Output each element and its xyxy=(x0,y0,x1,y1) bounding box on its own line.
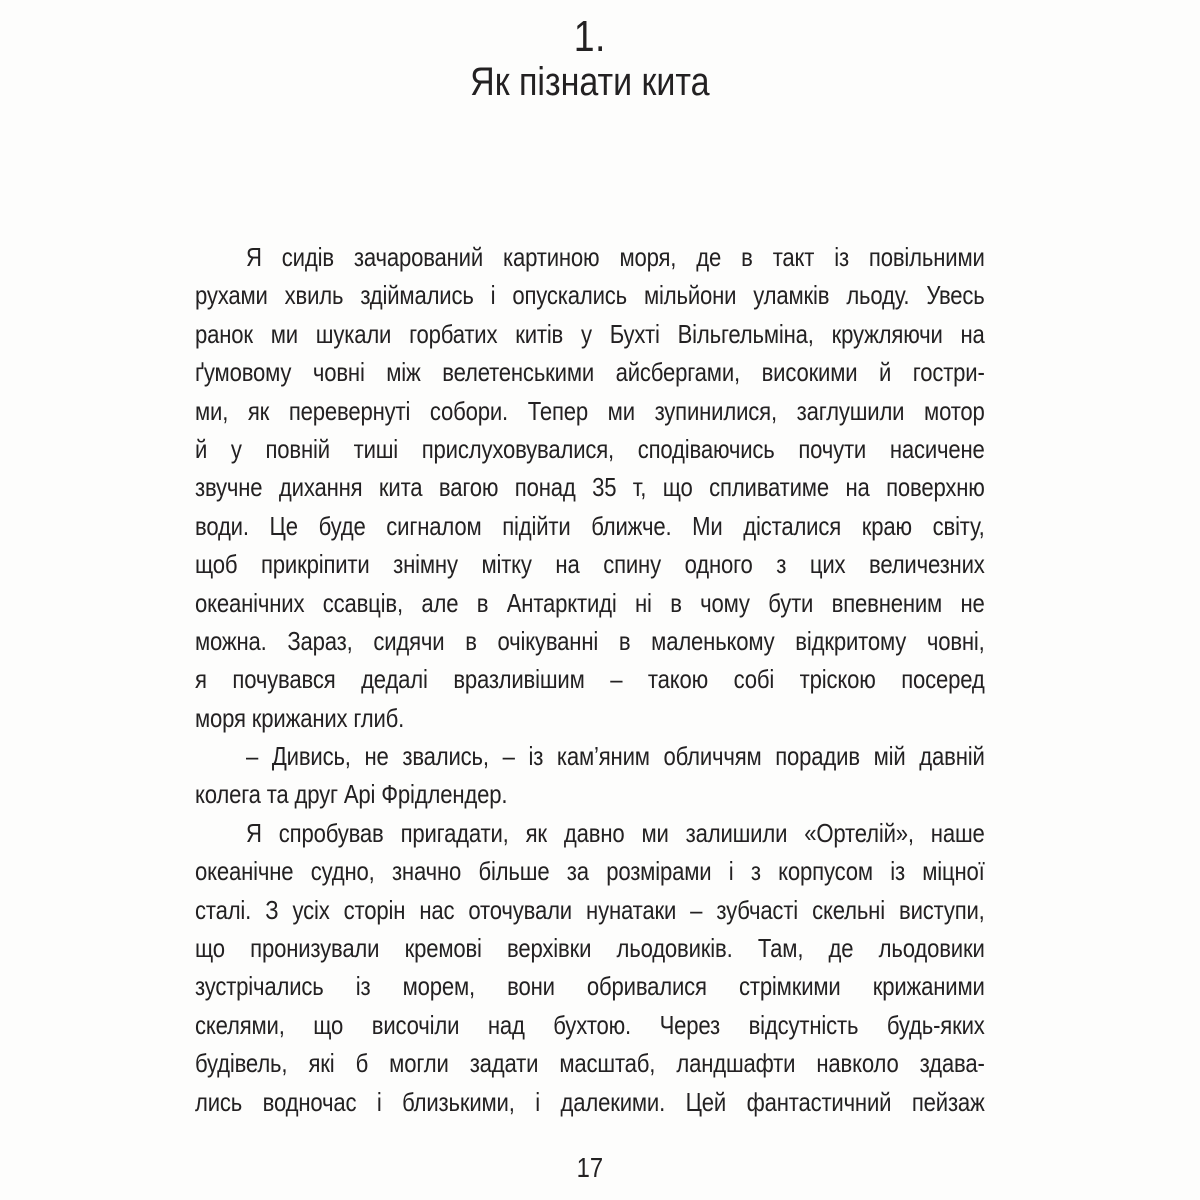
text-line: Я спробував пригадати, як давно ми залишили «Ортелій», наше xyxy=(246,817,985,848)
chapter-heading xyxy=(195,0,985,104)
text-line: ми, як перевернуті собори. Тепер ми зупинилися, заглушили мотор xyxy=(195,395,985,426)
chapter-title: Як пізнати кита xyxy=(470,60,710,104)
text-line: моря крижаних глиб. xyxy=(195,702,405,733)
body-text xyxy=(195,238,985,1121)
text-line: ґумовому човні між велетенськими айсбергами, високими й гостри- xyxy=(195,357,985,388)
chapter-number: 1. xyxy=(573,12,606,61)
text-line: щоб прикріпити знімну мітку на спину одного з цих величезних xyxy=(195,549,985,580)
text-line: можна. Зараз, сидячи в очікуванні в маленькому відкритому човні, xyxy=(195,625,985,656)
text-block xyxy=(195,0,985,1200)
text-line: колега та друг Арі Фрідлендер. xyxy=(195,779,508,810)
text-line: я почувався дедалі вразливішим – такою собі тріскою посеред xyxy=(195,664,985,695)
text-line: океанічних ссавців, але в Антарктиді ні в чому бути впевненим не xyxy=(195,587,985,618)
text-line: ранок ми шукали горбатих китів у Бухті Вільгельміна, кружляючи на xyxy=(195,318,985,349)
text-line: зустрічались із морем, вони обривалися стрімкими крижаними xyxy=(195,971,985,1002)
text-line: й у повній тиші прислуховувалися, сподіваючись почути насичене xyxy=(195,433,985,464)
text-line: – Дивись, не звались, – із кам’яним обличчям порадив мій давній xyxy=(246,741,985,772)
text-line: Я сидів зачарований картиною моря, де в такт із повільними xyxy=(246,242,985,272)
text-line: сталі. З усіх сторін нас оточували нунатаки – зубчасті скельні виступи, xyxy=(195,894,985,925)
text-line: рухами хвиль здіймались і опускались мільйони уламків льоду. Увесь xyxy=(195,280,985,311)
text-line: звучне дихання кита вагою понад 35 т, що спливатиме на поверхню xyxy=(195,472,985,503)
text-line: будівель, які б могли задати масштаб, ландшафти навколо здава- xyxy=(195,1048,985,1079)
text-line: що пронизували кремові верхівки льодовиків. Там, де льодовики xyxy=(195,933,985,964)
page-number: 17 xyxy=(576,1152,604,1183)
text-line: скелями, що височіли над бухтою. Через відсутність будь-яких xyxy=(195,1009,985,1040)
text-line: води. Це буде сигналом підійти ближче. Ми дісталися краю світу, xyxy=(195,510,985,541)
text-line: океанічне судно, значно більше за розмірами і з корпусом із міцної xyxy=(195,856,985,887)
text-line: лись водночас і близькими, і далекими. Цей фантастичний пейзаж xyxy=(195,1086,985,1117)
